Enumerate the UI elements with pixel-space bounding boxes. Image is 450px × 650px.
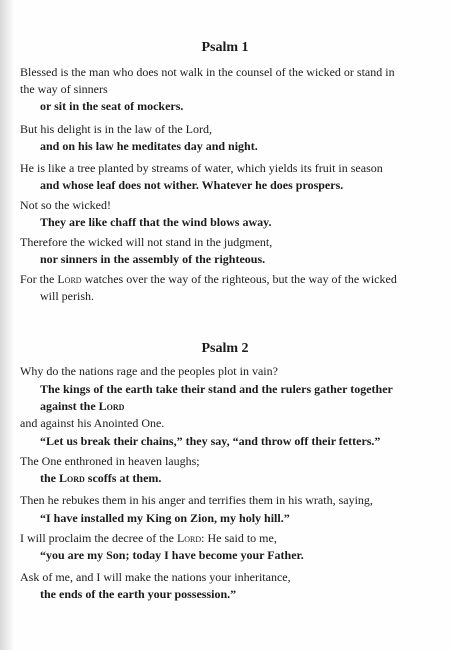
verse-line: They are like chaff that the wind blows away. (40, 215, 272, 229)
verse-line: nor sinners in the assembly of the righteous. (40, 252, 266, 266)
psalm-2-verse-8 (20, 569, 430, 603)
verse-line: “Let us break their chains,” they say, “and throw off their fetters.” (40, 434, 381, 448)
psalm-1-verse-4 (20, 197, 430, 231)
verse-text: against the (40, 399, 99, 413)
verse-line: Blessed is the man who does not walk in the counsel of the wicked or stand in (20, 65, 395, 79)
verse-text: I will proclaim the decree of the (20, 531, 177, 545)
verse-line: He is like a tree planted by streams of water, which yields its fruit in season (20, 161, 383, 175)
lord-smallcaps: Lord (59, 471, 85, 485)
page-gutter-shadow (0, 0, 14, 650)
verse-text: scoffs at them. (84, 471, 162, 485)
psalm-2-verse-2 (20, 381, 430, 432)
verse-line: “I have installed my King on Zion, my holy hill.” (40, 511, 290, 525)
verse-line: But his delight is in the law of the Lord, (20, 122, 212, 136)
psalm-1-verse-1 (20, 64, 430, 115)
verse-text: watches over the way of the righteous, but the way of the wicked (81, 272, 397, 286)
verse-line (20, 271, 430, 288)
verse-line (20, 530, 430, 547)
psalm-1-verse-3 (20, 160, 430, 194)
verse-line: Ask of me, and I will make the nations your inheritance, (20, 570, 291, 584)
psalm-1-verse-2 (20, 121, 430, 155)
verse-line (20, 398, 430, 415)
psalm-2-verse-6 (20, 510, 430, 527)
lord-smallcaps: Lord (98, 399, 125, 413)
verse-line: “you are my Son; today I have become your Father. (40, 548, 304, 562)
verse-line (20, 470, 430, 487)
verse-line: The kings of the earth take their stand and the rulers gather together (40, 382, 393, 396)
verse-line: the ends of the earth your possession.” (40, 587, 237, 601)
verse-line: The One enthroned in heaven laughs; (20, 454, 200, 468)
verse-text: For the (20, 272, 58, 286)
verse-line: the way of sinners (20, 82, 108, 96)
verse-line: and on his law he meditates day and night. (40, 139, 258, 153)
verse-text: the (40, 471, 59, 485)
psalm-2-verse-1 (20, 363, 430, 380)
psalm-2-verse-5 (20, 492, 430, 509)
verse-line: will perish. (40, 289, 94, 303)
verse-line: Not so the wicked! (20, 198, 111, 212)
verse-line: Therefore the wicked will not stand in the judgment, (20, 235, 273, 249)
psalm-1-title: Psalm 1 (201, 40, 249, 55)
verse-line: and against his Anointed One. (20, 416, 165, 430)
lord-smallcaps: Lord (176, 531, 202, 545)
verse-line: Then he rebukes them in his anger and terrifies them in his wrath, saying, (20, 493, 373, 507)
psalm-2-verse-7 (20, 530, 430, 564)
psalm-1-verse-5 (20, 234, 430, 268)
psalm-2-verse-4 (20, 453, 430, 487)
psalm-1-verse-6 (20, 271, 430, 305)
lord-smallcaps: Lord (57, 272, 82, 286)
psalm-2-verse-3 (20, 433, 430, 450)
psalm-2-title: Psalm 2 (201, 341, 249, 356)
verse-line: or sit in the seat of mockers. (40, 99, 184, 113)
verse-line: Why do the nations rage and the peoples plot in vain? (20, 364, 278, 378)
verse-text: : He said to me, (201, 531, 277, 545)
verse-line: and whose leaf does not wither. Whatever he does prospers. (40, 178, 344, 192)
